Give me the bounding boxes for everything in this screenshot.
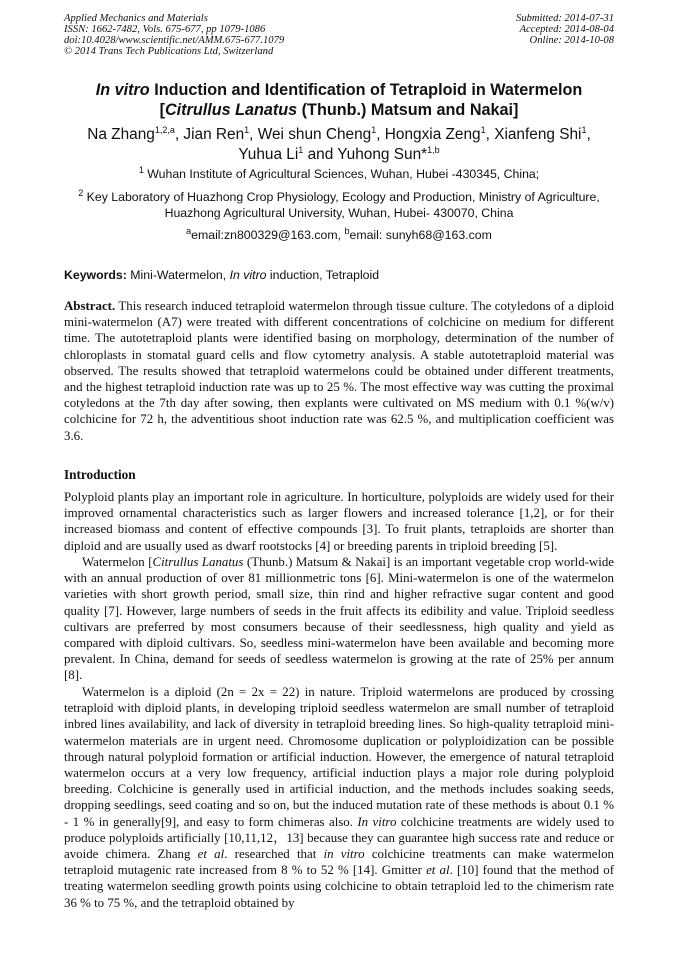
doi-line: doi:10.4028/www.scientific.net/AMM.675-677.1079 bbox=[64, 34, 285, 46]
email-line: $^a$email:zn800329@163.com, $^b$email: sunyh68@163.com bbox=[186, 225, 492, 242]
keywords: Keywords: Mini-Watermelon, In vitro induction, Tetraploid bbox=[64, 268, 380, 282]
journal-info bbox=[64, 14, 284, 58]
submitted-date: Submitted: 2014-07-31 bbox=[516, 13, 614, 24]
email-b-link[interactable]: email: sunyh68@163.com bbox=[349, 228, 492, 242]
abstract bbox=[64, 298, 614, 444]
author-list bbox=[40, 125, 638, 164]
issn-line: ISSN: 1662-7482, Vols. 675-677, pp 1079-1086 bbox=[64, 23, 266, 35]
online-date: Online: 2014-10-08 bbox=[529, 34, 614, 46]
title-line-2: [Citrullus Lanatus (Thunb.) Matsum and Nakai] bbox=[159, 101, 519, 119]
submission-dates bbox=[516, 14, 614, 47]
affiliation-2: $^2$ Key Laboratory of Huazhong Crop Physiology, Ecology and Production, Ministry of Agriculture, Huazhong Agricultural University, Wuhan, Hubei- 430070, China bbox=[78, 187, 600, 220]
journal-name: Applied Mechanics and Materials bbox=[64, 13, 208, 24]
keywords-label: Keywords: bbox=[64, 268, 127, 282]
abstract-label: Abstract. bbox=[64, 299, 116, 313]
intro-paragraph-3: Watermelon is a diploid (2n = 2x = 22) in nature. Triploid watermelons are produced by crossing tetraploid with diploid plants, in developing triploid seedless watermelon are small number of tetraploid inbred lines availability, and lack of diversity in tetraploid breeding lines. So high-quality tetraploid mini-watermelon materials are in urgent need. Chromosome duplication or polyploidization can be possible through natural polyploid formation or artificial induction. However, the emergence of natural tetraploid watermelon occurs at a very low frequency, artificial induction plays a major role during polyploid breeding. Colchicine is generally used in artificial induction, and the methods includes soaking seeds, dropping seedlings, seed coating and so on, but the induced mutation rate of these methods is about 0.1 % - 1 % in generally[9], and easy to form chimeras also. In vitro colchicine treatments are widely used to produce polyploids artificially [10,11,12，13] because they can guarantee high success rate and reduce or avoide chimera. Zhang et al. researched that in vitro colchicine treatments can make watermelon tetraploid mutagenic rate increased from 8 % to 52 % [14]. Gmitter et al. [10] found that the method of treating watermelon seedling growth points using colchicine to obtain tetraploid led to the chimerism rate 36 % to 75 %, and the tetraploid obtained by bbox=[64, 685, 615, 910]
intro-paragraph-1: Polyploid plants play an important role in agriculture. In horticulture, polyploids are widely used for their improved ornamental characteristics such as larger flowers and increased tolerance [1,2], or for their increased biomass and content of effective compounds [3]. To fruit plants, tetraploids are shorter than diploid and are usually used as dwarf rootstocks [4] or breeding parents in triploid breeding [5]. bbox=[64, 490, 614, 553]
email-a-link[interactable]: email:zn800329@163.com, bbox=[191, 228, 345, 242]
accepted-date: Accepted: 2014-08-04 bbox=[519, 23, 614, 35]
author-line-2: Yuhua Li$^1$ and Yuhong Sun*$^{1,b}$ bbox=[238, 144, 440, 163]
author-line-1: Na Zhang$^{1,2,a}$, Jian Ren$^1$, Wei shun Cheng$^1$, Hongxia Zeng$^1$, Xianfeng Shi$^1$, bbox=[87, 124, 591, 143]
intro-paragraph-2: Watermelon [Citrullus Lanatus (Thunb.) Matsum & Nakai] is an important vegetable crop world-wide with an annual production of over 81 millionmetric tons [6]. Mini-watermelon is one of the watermelon varieties with short growth period, small size, thin rind and higher refractive sugar content and good quality [7]. However, large numbers of seeds in the fruit affects its edibility and value. Triploid seedless cultivars are preferred by most consumers because of their seedlessness, high quality and yield as compared with diploid cultivars. So, seedless mini-watermelon have been available and becoming more prevalent. In China, demand for seeds of seedless watermelon is growing at the rate of 25% per annum [8]. bbox=[64, 555, 614, 683]
title-line-1: In vitro Induction and Identification of Tetraploid in Watermelon bbox=[95, 81, 583, 99]
affiliation-1: $^1$ Wuhan Institute of Agricultural Sciences, Wuhan, Hubei -430345, China; bbox=[138, 164, 540, 181]
abstract-text: This research induced tetraploid watermelon through tissue culture. The cotyledons of a diploid mini-watermelon (A7) were treated with different concentrations of colchicine on medium for different time. The autotetraploid plants were identified basing on morphology, determination of the number of chloroplasts in stomatal guard cells and flow cytometry analysis. A stable autotetraploid material was observed. The results showed that tetraploid watermelons could be obtained under different treatments, and the highest tetraploid induction rate was up to 25 %. The most effective way was cutting the proximal cotyledons at the 7th day after sowing, then explants were cultivated on MS medium with 0.1 %(w/v) colchicine for 72 h, the adventitious shoot induction rate was 62.5 %, and multiplication coefficient was 3.6. bbox=[64, 299, 614, 443]
paper-title bbox=[40, 80, 638, 120]
section-heading-introduction: Introduction bbox=[64, 467, 136, 482]
copyright-line: © 2014 Trans Tech Publications Ltd, Switzerland bbox=[64, 45, 274, 57]
